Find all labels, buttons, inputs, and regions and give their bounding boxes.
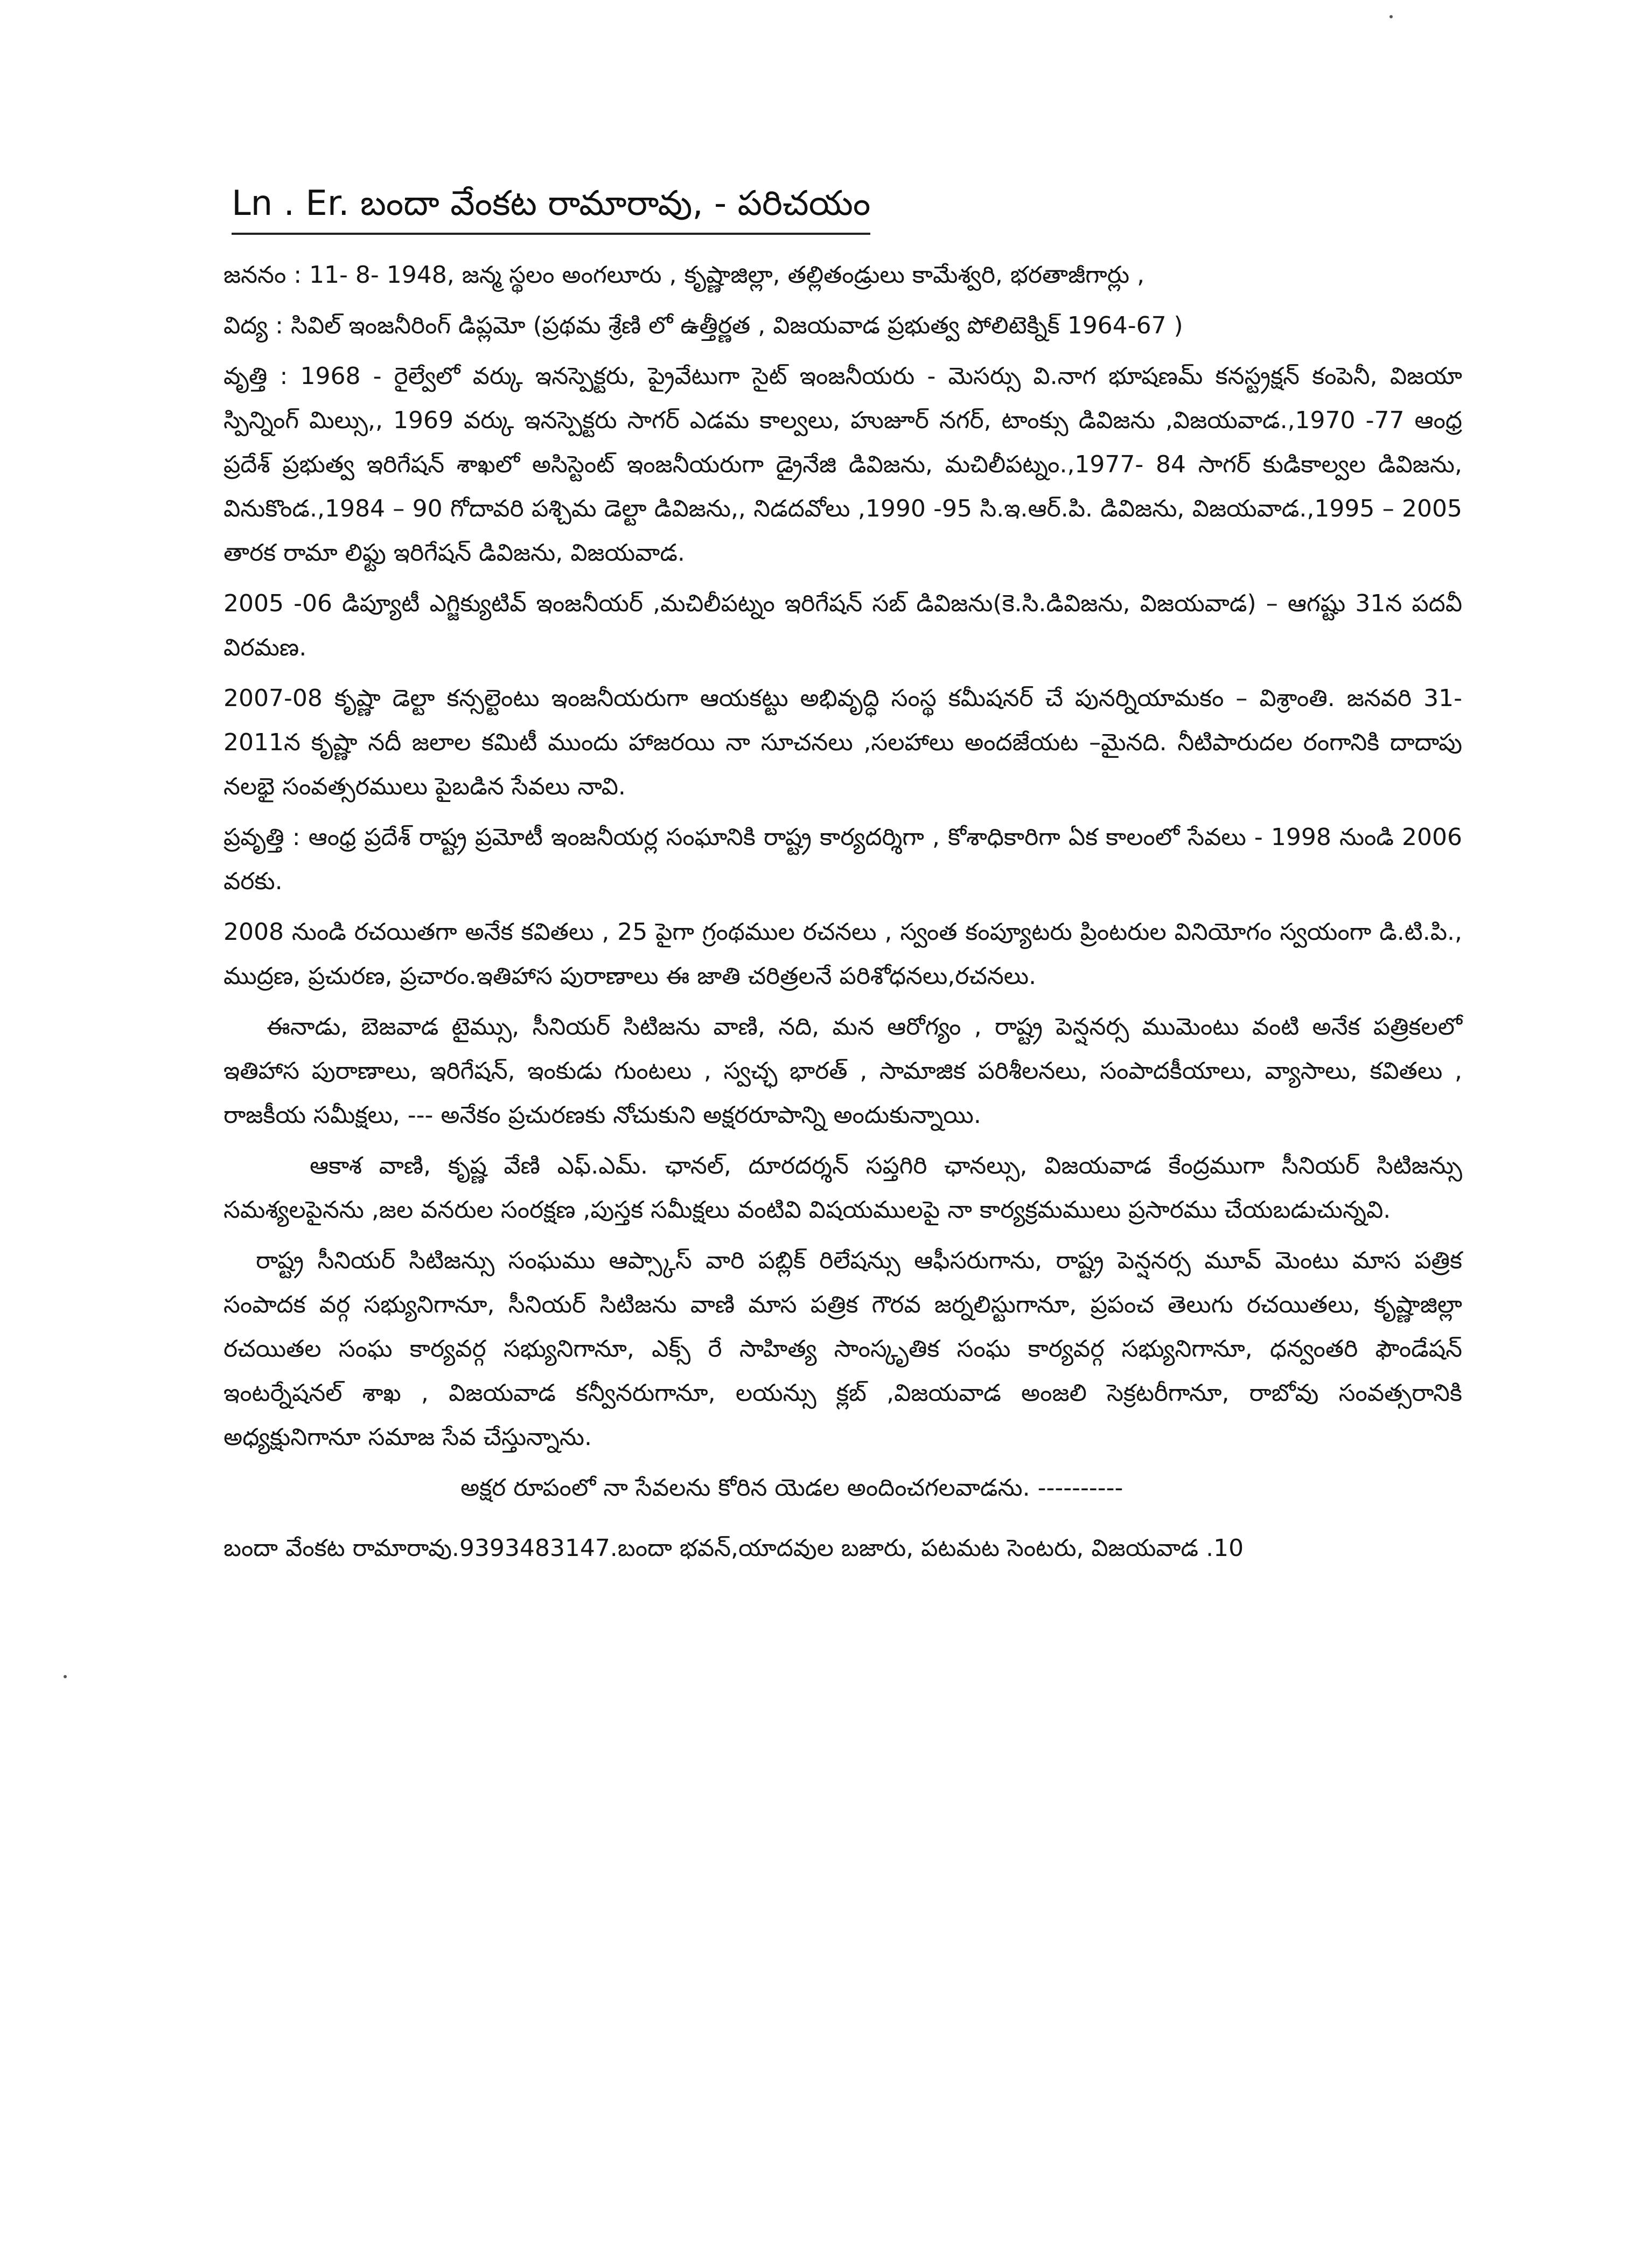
document-title: Ln . Er. బందా వేంకట రామారావు, - పరిచయం <box>232 178 870 235</box>
closing-line: అక్షర రూపంలో నా సేవలను కోరిన యెడల అందించగలవాడను. ---------- <box>460 1474 1123 1502</box>
document-body <box>224 253 1462 1571</box>
birth-details-paragraph: జననం : 11- 8- 1948, జన్మ స్థలం అంగలూరు , కృష్ణాజిల్లా, తల్లితండ్రులు కామేశ్వరి, భరతాజీగార్లు , <box>224 261 1145 289</box>
signature-line: బందా వేంకట రామారావు.9393483147.బందా భవన్,యాదవుల బజారు, పటమట సెంటరు, విజయవాడ .10 <box>224 1534 1244 1562</box>
activities-paragraph: ప్రవృత్తి : ఆంధ్ర ప్రదేశ్ రాష్ట్ర ప్రమోటీ ఇంజనీయర్ల సంఘానికి రాష్ట్ర కార్యదర్శిగా , కోశాధికారిగా ఏక కాలంలో సేవలు - 1998 నుండి 2006 వరకు. <box>224 824 1462 895</box>
scan-speck <box>1389 15 1393 18</box>
social-service-paragraph: రాష్ట్ర సీనియర్ సిటిజన్సు సంఘము ఆప్స్కాస్ వారి పబ్లిక్ రిలేషన్సు ఆఫీసరుగాను, రాష్ట్ర పెన్షనర్స మూవ్ మెంటు మాస పత్రిక సంపాదక వర్గ సభ్యునిగానూ, సీనియర్ సిటిజను వాణి మాస పత్రిక గౌరవ జర్నలిస్టుగానూ, ప్రపంచ తెలుగు రచయితలు, కృష్ణాజిల్లా రచయితల సంఘ కార్యవర్గ సభ్యునిగానూ, ఎక్స్ రే సాహిత్య సాంస్కృతిక సంఘ కార్యవర్గ సభ్యునిగానూ, ధన్వంతరి ఫౌండేషన్ ఇంటర్నేషనల్ శాఖ , విజయవాడ కన్వీనరుగానూ, లయన్సు క్లబ్ ,విజయవాడ అంజలి సెక్రటరీగానూ, రాబోవు సంవత్సరానికి అధ్యక్షునిగానూ సమాజ సేవ చేస్తున్నాను. <box>224 1247 1462 1451</box>
consultancy-paragraph: 2007-08 కృష్ణా డెల్టా కన్సల్టెంటు ఇంజనీయరుగా ఆయకట్టు అభివృద్ధి సంస్థ కమీషనర్ చే పునర్నియామకం – విశ్రాంతి. జనవరి 31- 2011న కృష్ణా నదీ జలాల కమిటీ ముందు హాజరయి నా సూచనలు ,సలహాలు అందజేయట –మైనది. నీటిపారుదల రంగానికి దాదాపు నలభై సంవత్సరములు పైబడిన సేవలు నావి. <box>224 685 1462 800</box>
publications-paragraph: ఈనాడు, బెజవాడ టైమ్సు, సీనియర్ సిటిజను వాణి, నది, మన ఆరోగ్యం , రాష్ట్ర పెన్షనర్స ముమెంటు వంటి అనేక పత్రికలలో ఇతిహాస పురాణాలు, ఇరిగేషన్, ఇంకుడు గుంటలు , స్వచ్ఛ భారత్ , సామాజిక పరిశీలనలు, సంపాదకీయాలు, వ్యాసాలు, కవితలు , రాజకీయ సమీక్షలు, --- అనేకం ప్రచురణకు నోచుకుని అక్షరరూపాన్ని అందుకున్నాయి. <box>224 1013 1462 1129</box>
broadcast-paragraph: ఆకాశ వాణి, కృష్ణ వేణి ఎఫ్.ఎమ్. ఛానల్, దూరదర్శన్ సప్తగిరి ఛానల్సు, విజయవాడ కేంద్రముగా సీనియర్ సిటిజన్సు సమశ్యలపైనను ,జల వనరుల సంరక్షణ ,పుస్తక సమీక్షలు వంటివి విషయములపై నా కార్యక్రమములు ప్రసారము చేయబడుచున్నవి. <box>224 1152 1462 1224</box>
writing-paragraph: 2008 నుండి రచయితగా అనేక కవితలు , 25 పైగా గ్రంథముల రచనలు , స్వంత కంప్యూటరు ప్రింటరుల వినియోగం స్వయంగా డి.టి.పి., ముద్రణ, ప్రచురణ, ప్రచారం.ఇతిహాస పురాణాలు ఈ జాతి చరిత్రలనే పరిశోధనలు,రచనలు. <box>224 918 1462 990</box>
education-paragraph: విద్య : సివిల్ ఇంజనీరింగ్ డిప్లమో (ప్రథమ శ్రేణి లో ఉత్తీర్ణత , విజయవాడ ప్రభుత్వ పోలిటెక్నిక్ 1964-67 ) <box>224 312 1183 339</box>
scan-speck <box>64 1675 67 1678</box>
career-paragraph: వృత్తి : 1968 - రైల్వేలో వర్కు ఇనస్పెక్టరు, ప్రైవేటుగా సైట్ ఇంజనీయరు - మెసర్సు వి.నాగ భూషణమ్ కనస్ట్రక్షన్ కంపెనీ, విజయా స్పిన్నింగ్ మిల్సు,, 1969 వర్కు ఇనస్పెక్టరు సాగర్ ఎడమ కాల్వలు, హుజూర్ నగర్, టాంక్సు డివిజను ,విజయవాడ.,1970 -77 ఆంధ్ర ప్రదేశ్ ప్రభుత్వ ఇరిగేషన్ శాఖలో అసిస్టెంట్ ఇంజనీయరుగా డ్రైనేజి డివిజను, మచిలీపట్నం.,1977- 84 సాగర్ కుడికాల్వల డివిజను, వినుకొండ.,1984 – 90 గోదావరి పశ్చిమ డెల్టా డివిజను,, నిడదవోలు ,1990 -95 సి.ఇ.ఆర్.పి. డివిజను, విజయవాడ.,1995 – 2005 తారక రామా లిఫ్టు ఇరిగేషన్ డివిజను, విజయవాడ. <box>224 362 1462 567</box>
retirement-paragraph: 2005 -06 డిప్యూటీ ఎగ్జిక్యుటివ్ ఇంజనీయర్ ,మచిలీపట్నం ఇరిగేషన్ సబ్ డివిజను(కె.సి.డివిజను, విజయవాడ) – ఆగష్టు 31న పదవీ విరమణ. <box>224 590 1462 661</box>
